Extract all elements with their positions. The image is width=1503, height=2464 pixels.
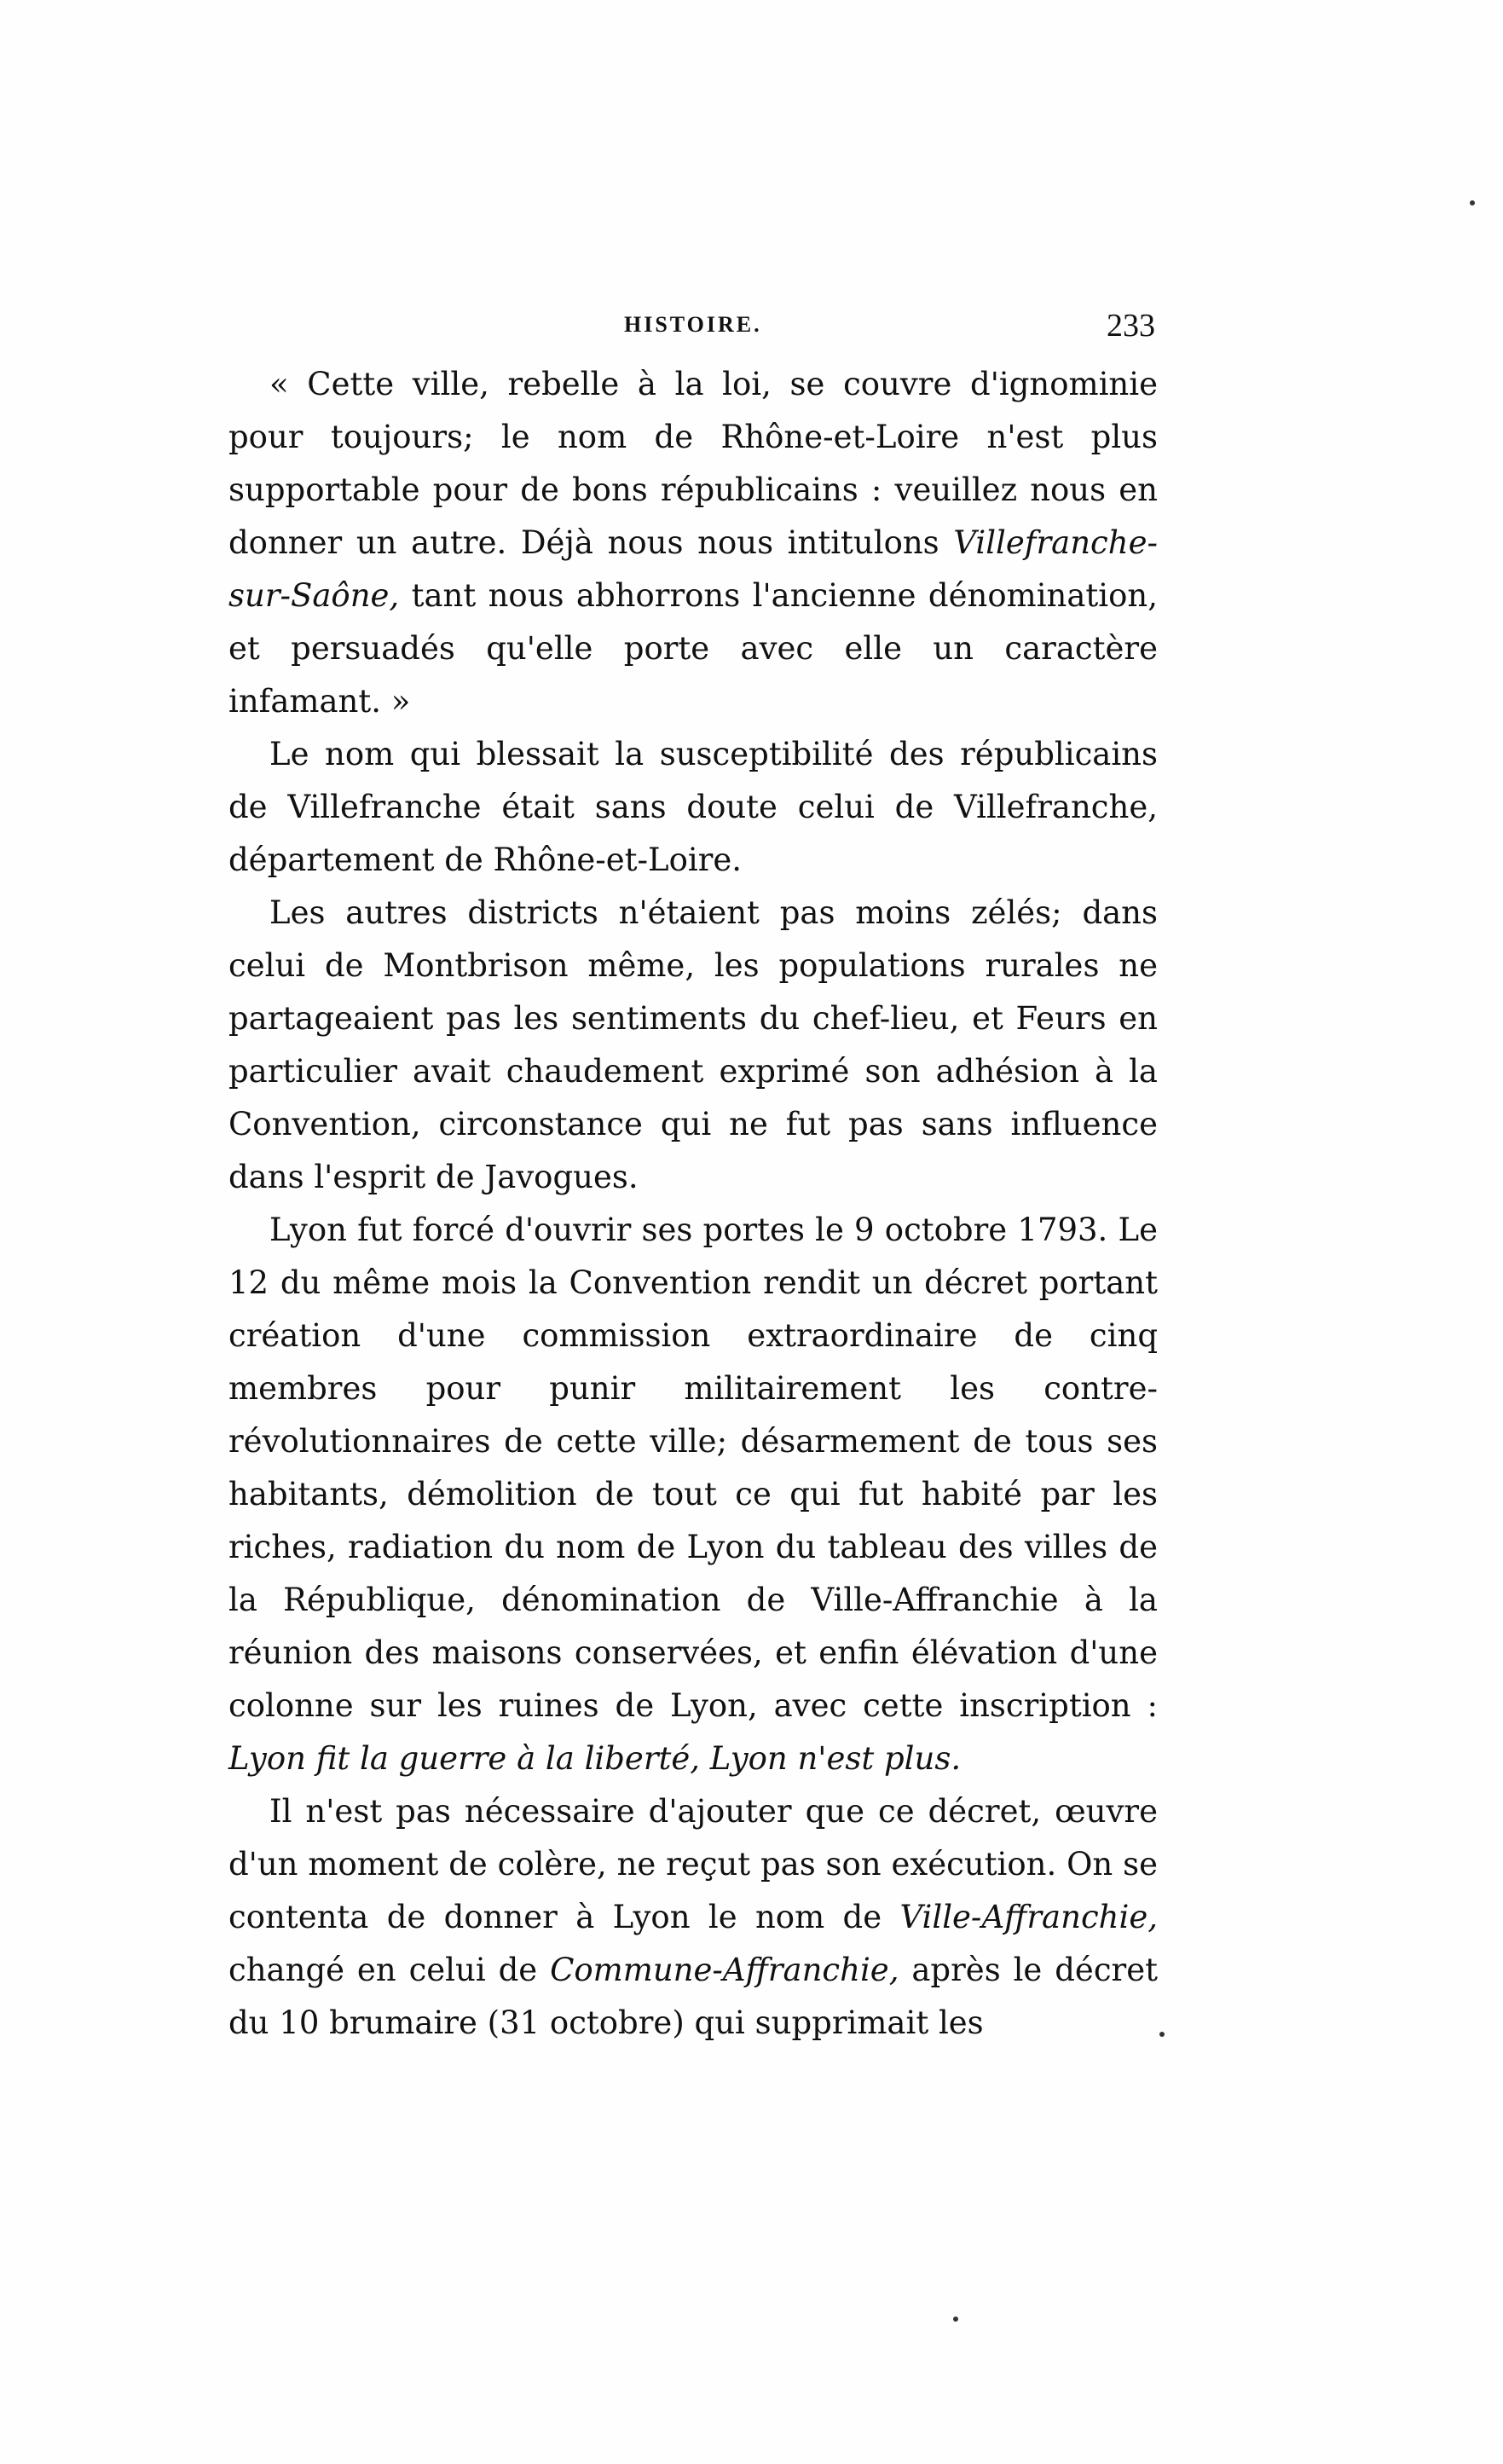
italic-run: Commune-Affranchie, — [550, 1952, 899, 1988]
text-run: Les autres districts n'étaient pas moins zélés; dans celui de Montbrison même, les populations rurales ne partageaient pas les sentiments du chef-lieu, et Feurs en particulier avait chaudement exprimé son adhésion à la Convention, circonstance qui ne fut pas sans influence dans l'esprit de Javogues. — [228, 894, 1158, 1195]
text-run: Le nom qui blessait la susceptibilité des républicains de Villefranche était sans doute celui de Villefranche, département de Rhône-et-Loire. — [228, 736, 1158, 878]
italic-run: Lyon fit la guerre à la liberté, Lyon n'est plus. — [228, 1740, 962, 1777]
italic-run: Villefranche-sur-Saône, — [228, 524, 1158, 614]
text-run: tant nous abhorrons l'ancienne dénomination, et persuadés qu'elle porte avec elle un caractère infamant. » — [228, 577, 1158, 720]
body-text — [228, 358, 1158, 2050]
paragraph — [228, 1204, 1158, 1785]
scan-speck — [953, 2317, 958, 2322]
running-head: HISTOIRE. — [624, 312, 762, 337]
scan-speck — [1159, 2032, 1165, 2037]
paragraph — [228, 887, 1158, 1204]
paragraph — [228, 358, 1158, 728]
page-header — [230, 307, 1155, 358]
text-run: après le décret du 10 brumaire (31 octobre) qui supprimait les — [228, 1952, 1158, 2041]
paragraph — [228, 1785, 1158, 2050]
italic-run: Ville-Affranchie, — [899, 1899, 1158, 1935]
paragraph — [228, 728, 1158, 887]
scan-speck — [1470, 200, 1475, 205]
text-run: Il n'est pas nécessaire d'ajouter que ce décret, œuvre d'un moment de colère, ne reçut pas son exécution. On se contenta de donner à Lyon le nom de — [228, 1793, 1158, 1935]
text-run: Lyon fut forcé d'ouvrir ses portes le 9 octobre 1793. Le 12 du même mois la Convention rendit un décret portant création d'une commission extraordinaire de cinq membres pour punir militairement les contre-révolutionnaires de cette ville; désarmement de tous ses habitants, démolition de tout ce qui fut habité par les riches, radiation du nom de Lyon du tableau des villes de la République, dénomination de Ville-Affranchie à la réunion des maisons conservées, et enfin élévation d'une colonne sur les ruines de Lyon, avec cette inscription : — [228, 1212, 1158, 1724]
page-number: 233 — [1107, 308, 1155, 344]
text-run: « Cette ville, rebelle à la loi, se couvre d'ignominie pour toujours; le nom de Rhône-et-Loire n'est plus supportable pour de bons républicains : veuillez nous en donner un autre. Déjà nous nous intitulons — [228, 366, 1158, 561]
text-run: changé en celui de — [228, 1952, 551, 1988]
